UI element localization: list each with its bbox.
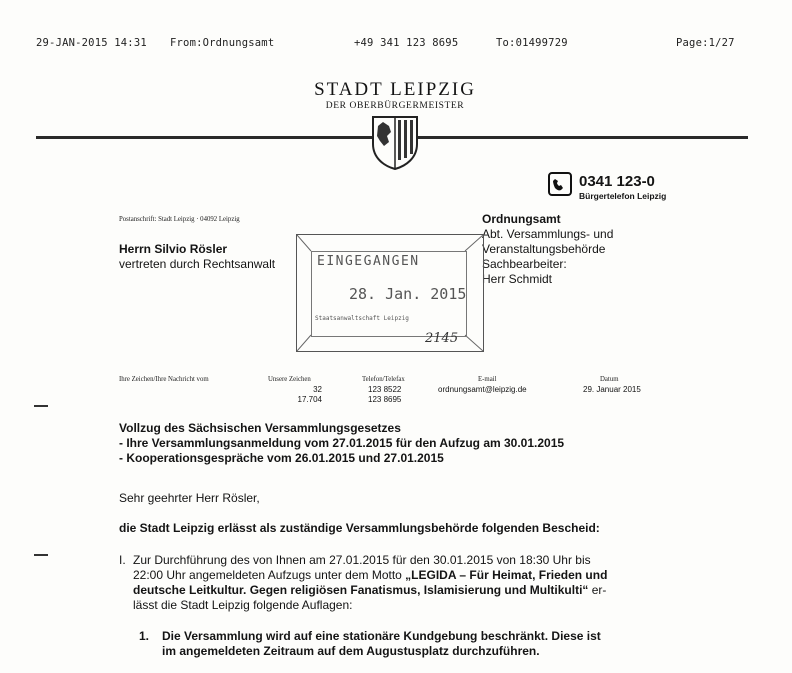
recipient-name: Herrn Silvio Rösler bbox=[119, 242, 228, 256]
ref-col2-val2: 17.704 bbox=[297, 395, 322, 404]
sender-line1: Abt. Versammlungs- und bbox=[482, 227, 614, 241]
subject-line3: - Kooperationsgespräche vom 26.01.2015 und 27.01.2015 bbox=[119, 451, 444, 465]
stamp-date: 28. Jan. 2015 bbox=[349, 285, 467, 303]
fax-datetime: 29-JAN-2015 14:31 bbox=[36, 37, 147, 49]
ref-col4-head: E-mail bbox=[478, 376, 497, 383]
letterhead-city: STADT LEIPZIG bbox=[314, 79, 476, 100]
ref-date: 29. Januar 2015 bbox=[583, 385, 641, 394]
sender-line4: Herr Schmidt bbox=[482, 272, 553, 286]
ref-col3-val2: 123 8695 bbox=[368, 395, 402, 404]
sender-line2: Veranstaltungsbehörde bbox=[482, 242, 606, 256]
section1-line3: deutsche Leitkultur. Gegen religiösen Fanatismus, Islamisierung und Multikulti“ er- bbox=[133, 583, 607, 597]
section1-line2: 22:00 Uhr angemeldeten Aufzugs unter dem Motto „LEGIDA – Für Heimat, Frieden und bbox=[133, 568, 608, 582]
postal-address: Postanschrift: Stadt Leipzig · 04092 Leipzig bbox=[119, 216, 240, 223]
ref-col3-val1: 123 8522 bbox=[368, 385, 402, 394]
section1-line4: lässt die Stadt Leipzig folgende Auflagen: bbox=[133, 598, 353, 612]
item-number: 1. bbox=[139, 629, 150, 643]
fold-mark bbox=[34, 405, 48, 407]
item1-line2: im angemeldeten Zeitraum auf dem Augustusplatz durchzuführen. bbox=[162, 644, 540, 658]
subject-line1: Vollzug des Sächsischen Versammlungsgesetzes bbox=[119, 421, 401, 435]
stamp-handwritten: 2145 bbox=[425, 331, 459, 346]
ref-col5-head: Datum bbox=[600, 376, 619, 383]
intro-text: die Stadt Leipzig erlässt als zuständige Versammlungsbehörde folgenden Bescheid: bbox=[119, 521, 600, 535]
fax-phone: +49 341 123 8695 bbox=[354, 37, 459, 49]
phone-icon bbox=[548, 172, 572, 196]
subject-line2: - Ihre Versammlungsanmeldung vom 27.01.2015 für den Aufzug am 30.01.2015 bbox=[119, 436, 565, 450]
section1-line1: Zur Durchführung des von Ihnen am 27.01.2015 für den 30.01.2015 von 18:30 Uhr bis bbox=[133, 553, 591, 567]
ref-col3-head: Telefon/Telefax bbox=[362, 376, 405, 383]
recipient-line2: vertreten durch Rechtsanwalt bbox=[119, 257, 276, 271]
section-number: I. bbox=[119, 553, 126, 567]
ref-email: ordnungsamt@leipzig.de bbox=[438, 385, 527, 394]
ref-col2-head: Unsere Zeichen bbox=[268, 376, 311, 383]
fax-from: From:Ordnungsamt bbox=[170, 37, 275, 49]
letterhead-office: DER OBERBÜRGERMEISTER bbox=[325, 101, 465, 111]
sender-line3: Sachbearbeiter: bbox=[482, 257, 567, 271]
ref-col1-head: Ihre Zeichen/Ihre Nachricht vom bbox=[119, 376, 209, 383]
received-stamp bbox=[296, 234, 484, 352]
citizen-phone-label: Bürgertelefon Leipzig bbox=[579, 191, 667, 201]
stamp-sub: Staatsanwaltschaft Leipzig bbox=[315, 315, 409, 322]
hole-mark bbox=[34, 554, 48, 556]
sender-dept: Ordnungsamt bbox=[482, 212, 561, 226]
fax-page: Page:1/27 bbox=[676, 37, 735, 49]
leipzig-coat-of-arms bbox=[370, 114, 420, 170]
fax-to: To:01499729 bbox=[496, 37, 568, 49]
item1-line1: Die Versammlung wird auf eine stationäre Kundgebung beschränkt. Diese ist bbox=[162, 629, 601, 643]
salutation: Sehr geehrter Herr Rösler, bbox=[119, 491, 260, 505]
ref-col2-val1: 32 bbox=[313, 385, 322, 394]
stamp-label: EINGEGANGEN bbox=[317, 254, 420, 269]
citizen-phone-number: 0341 123-0 bbox=[579, 173, 655, 190]
